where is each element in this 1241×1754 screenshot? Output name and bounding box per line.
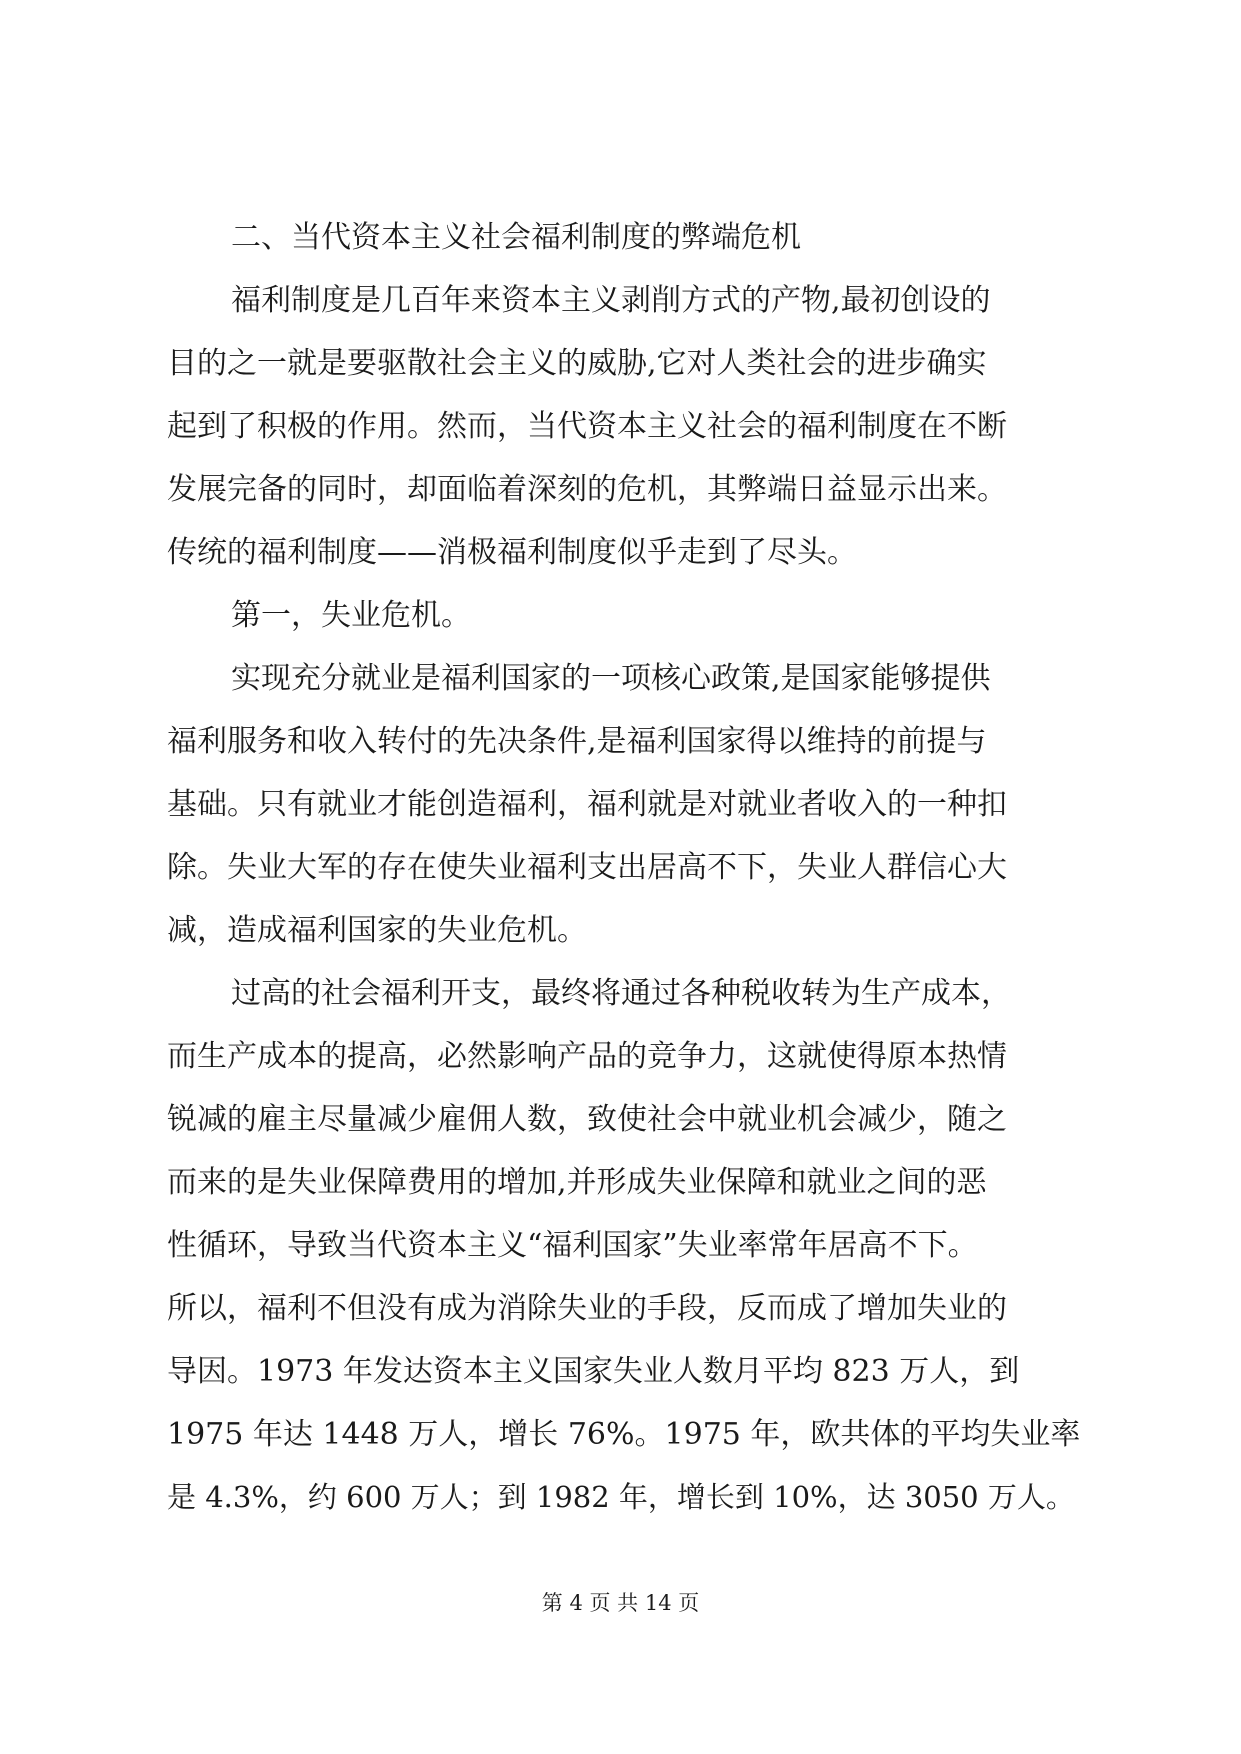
- paragraph-first-line: 二、当代资本主义社会福利制度的弊端危机: [231, 220, 801, 255]
- paragraph-first-line: 实现充分就业是福利国家的一项核心政策,是国家能够提供: [231, 661, 991, 696]
- paragraph-line: 是 4.3%，约 600 万人；到 1982 年，增长到 10%，达 3050 万人。: [167, 1480, 1075, 1514]
- paragraph-line: 福利服务和收入转付的先决条件,是福利国家得以维持的前提与: [167, 724, 987, 759]
- paragraph-first-line: 第一，失业危机。: [231, 598, 471, 633]
- paragraph-line: 发展完备的同时，却面临着深刻的危机，其弊端日益显示出来。: [167, 472, 1007, 507]
- paragraph-line: 传统的福利制度——消极福利制度似乎走到了尽头。: [167, 535, 857, 570]
- paragraph-line: 导因。1973 年发达资本主义国家失业人数月平均 823 万人，到: [167, 1354, 1020, 1389]
- paragraph-first-line: 过高的社会福利开支，最终将通过各种税收转为生产成本，: [231, 976, 1011, 1011]
- paragraph-line: 而来的是失业保障费用的增加,并形成失业保障和就业之间的恶: [167, 1165, 987, 1200]
- paragraph-line: 除。失业大军的存在使失业福利支出居高不下，失业人群信心大: [167, 850, 1007, 885]
- paragraph-line: 性循环，导致当代资本主义“福利国家”失业率常年居高不下。: [167, 1228, 978, 1263]
- paragraph-line: 目的之一就是要驱散社会主义的威胁,它对人类社会的进步确实: [167, 346, 987, 381]
- page-number-footer: 第 4 页 共 14 页: [541, 1591, 700, 1615]
- paragraph-line: 1975 年达 1448 万人，增长 76%。1975 年，欧共体的平均失业率: [167, 1417, 1081, 1452]
- paragraph-line: 而生产成本的提高，必然影响产品的竞争力，这就使得原本热情: [167, 1039, 1007, 1074]
- paragraph-first-line: 福利制度是几百年来资本主义剥削方式的产物,最初创设的: [231, 283, 991, 318]
- paragraph-line: 减，造成福利国家的失业危机。: [167, 913, 587, 948]
- paragraph-line: 所以，福利不但没有成为消除失业的手段，反而成了增加失业的: [167, 1291, 1007, 1326]
- paragraph-line: 锐减的雇主尽量减少雇佣人数，致使社会中就业机会减少，随之: [167, 1102, 1007, 1137]
- paragraph-line: 基础。只有就业才能创造福利，福利就是对就业者收入的一种扣: [167, 787, 1007, 822]
- paragraph-line: 起到了积极的作用。然而，当代资本主义社会的福利制度在不断: [167, 409, 1007, 444]
- document-body: [167, 206, 1079, 1529]
